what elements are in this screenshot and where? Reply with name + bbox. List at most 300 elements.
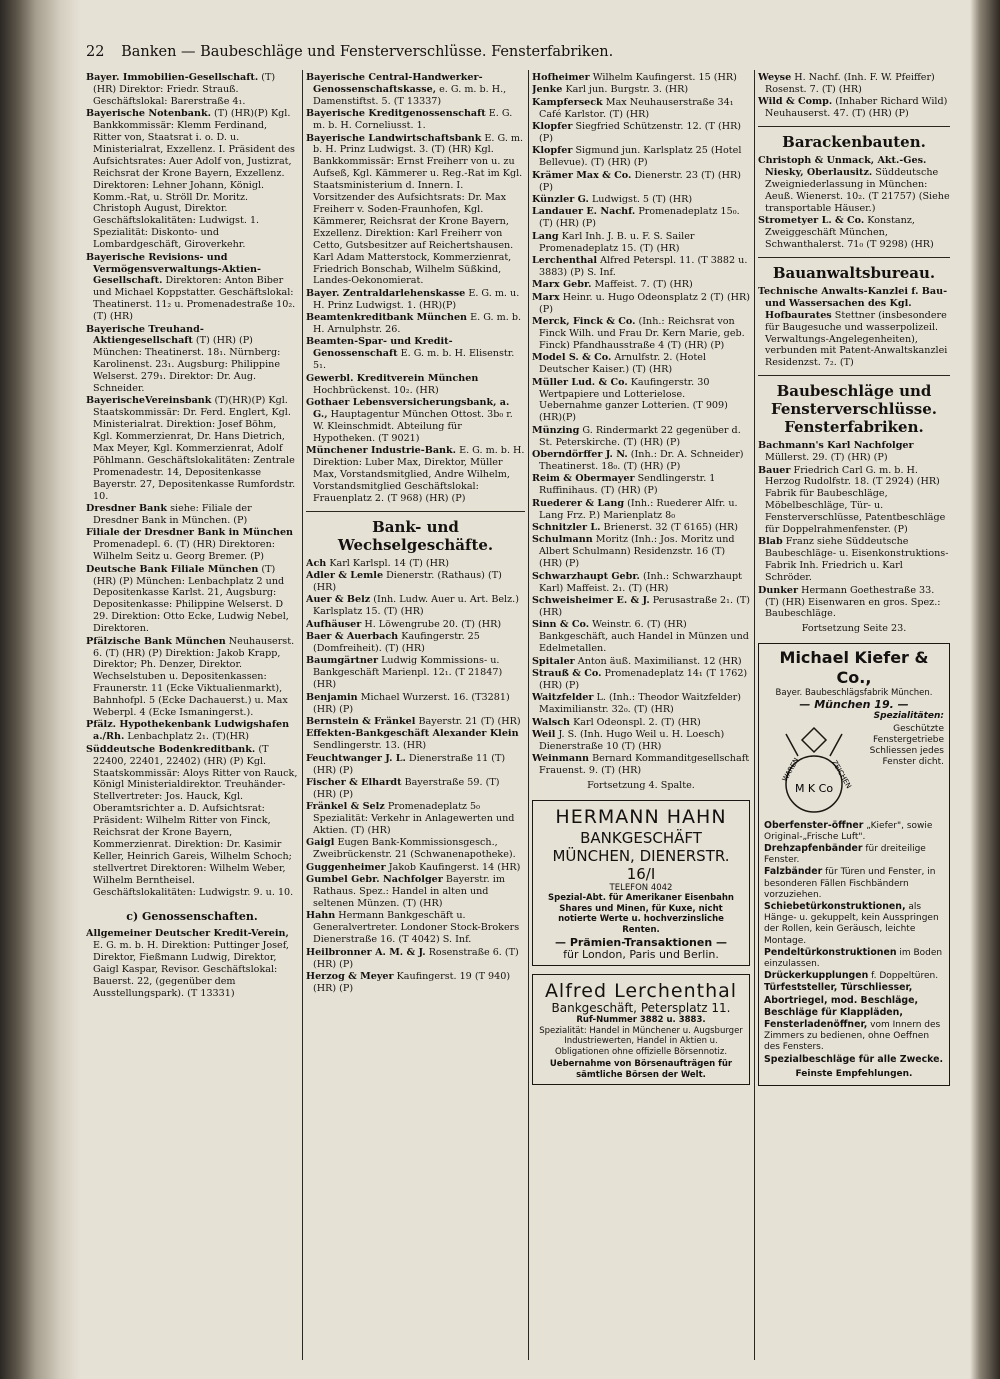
ad-item-text: als Hänge- u. gekuppelt, kein Ausspringen der Rollen, kein Geräusch, leichte Montage. [764, 902, 939, 946]
ad-lerchenthal-name: Alfred Lerchenthal [544, 980, 738, 1003]
entry-details: H. Nachf. (Inh. F. W. Pfeiffer) Rosenst. 7. (T) (HR) [765, 72, 935, 95]
directory-entry [306, 108, 525, 132]
directory-entry [532, 619, 750, 655]
entry-name: Bayerische Kreditgenossenschaft [306, 108, 486, 120]
directory-entry [532, 753, 750, 777]
entry-details: Heinr. u. Hugo Odeonsplatz 2 (T) (HR) (P) [539, 291, 750, 315]
directory-entry [532, 729, 750, 753]
entry-name: Strauß & Co. [532, 667, 602, 679]
entry-name: Fischer & Elhardt [306, 776, 402, 788]
section-heading: Bauanwaltsbureau. [772, 263, 936, 282]
ad-hahn-name: HERMANN HAHN [555, 805, 727, 828]
ad-alfred-lerchenthal [532, 974, 750, 1085]
entry-name: Ruederer & Lang [532, 497, 625, 509]
entry-name: Schulmann [532, 534, 593, 546]
entry-details: E. G. m. b. H. Corneliusst. 1. [313, 108, 513, 132]
column-4 [758, 72, 950, 1372]
entry-name: Waitzfelder [532, 692, 594, 704]
ad-lerchenthal-sub: Bankgeschäft, Petersplatz 11. [551, 1001, 731, 1016]
entry-details: Sendlingerstr. 1 Ruffinihaus. (T) (HR) (P) [539, 473, 716, 497]
directory-entry [758, 465, 950, 536]
entry-name: Allgemeiner Deutscher Kredit-Verein, [86, 928, 289, 940]
entry-name: Klopfer [532, 121, 573, 133]
directory-entry [532, 72, 750, 84]
entry-name: Reim & Obermayer [532, 473, 635, 485]
entry-name: Auer & Belz [306, 594, 371, 606]
entry-details: siehe: Filiale der Dresdner Bank in München. (P) [93, 503, 252, 527]
entry-name: Schnitzler L. [532, 522, 601, 534]
page-edge [970, 0, 1000, 1379]
entry-details: Max Neuhauserstraße 34₁ Café Karlstor. (T) (HR) [539, 96, 734, 120]
entry-name: Bachmann's Karl Nachfolger [758, 440, 914, 452]
directory-entry [86, 324, 298, 395]
directory-entry [758, 585, 950, 621]
entry-details: Kaufingerstr. 25 (Domfreiheit). (T) (HR) [313, 631, 480, 654]
entry-details: Eugen Bank-Kommissionsgesch., Zweibrückenstr. 21 (Schwanenapotheke). [313, 837, 516, 861]
ad-item [764, 820, 944, 843]
entry-name: Bayerische Central-Handwerker-Genossenschaftskasse, [306, 72, 483, 95]
ad-hahn-phone: TELEFON 4042 [609, 882, 673, 893]
entry-name: Bayer. Zentraldarlehenskasse [306, 287, 466, 299]
entry-details: Direktoren: Anton Biber und Michael Koppstatter. Geschäftslokal: Theatinerst. 11₂ u. Promenadestraße 10₂. (T) (HR) [93, 275, 296, 323]
entry-name: Aufhäuser [306, 618, 362, 630]
directory-entry [86, 719, 298, 743]
directory-entry [532, 97, 750, 121]
entry-name: Adler & Lemle [306, 570, 384, 582]
entry-details: Perusastraße 2₁. (T) (HR) [539, 594, 750, 618]
entry-name: Weil [532, 728, 556, 740]
entry-details: Süddeutsche Zweigniederlassung in München: Aeuß. Wienerst. 10₂. (T 21757) (Siehe transportable Häuser.) [765, 167, 950, 214]
ad-item-title: Türfeststeller, Türschliesser, Abortriegel, mod. Beschläge, Beschläge für Klappläden, Fensterladenöffner, [764, 982, 919, 1031]
ad-item [764, 1054, 944, 1066]
entry-name: Jenke [532, 84, 563, 96]
directory-entry [306, 777, 525, 801]
entry-details: Bernard Kommanditgesellschaft Frauenst. 9. (T) (HR) [539, 753, 750, 777]
column-3-entries [532, 72, 750, 792]
directory-entry [532, 571, 750, 595]
ad-kiefer-name: Michael Kiefer & Co., [779, 648, 929, 688]
column-4-entries [758, 72, 950, 635]
entry-name: Weinmann [532, 753, 590, 765]
directory-entry [758, 215, 950, 251]
entry-details: Jakob Kaufingerst. 14 (HR) [388, 861, 521, 873]
ad-kiefer-spec-title: Spezialitäten: [873, 710, 944, 721]
entry-name: Gaigl [306, 837, 335, 849]
directory-entry [532, 473, 750, 497]
section-heading: Bank- und Wechselgeschäfte. [337, 517, 494, 554]
entry-details: Hermann Goethestraße 33. (T) (HR) Eisenwaren en gros. Spez.: Baubeschläge. [765, 584, 941, 620]
entry-name: Merck, Finck & Co. [532, 316, 636, 328]
entry-details: Karl Inh. J. B. u. F. S. Sailer Promenadeplatz 15. (T) (HR) [539, 230, 695, 254]
entry-details: Stettner (insbesondere für Baugesuche und wasserpolizeil. Verwaltungs-Angelegenheiten), verbunden mit Patent-Anwaltskanzlei Residenzst. 7₂. (T) [765, 309, 948, 369]
column-rule [754, 70, 755, 1360]
directory-entry [532, 255, 750, 279]
entry-details: Kaufingerst. 19 (T 940) (HR) (P) [313, 970, 511, 994]
entry-details: Michael Wurzerst. 16. (T3281) (HR) (P) [313, 691, 510, 715]
entry-name: Guggenheimer [306, 861, 386, 873]
directory-entry [758, 96, 950, 120]
directory-entry [532, 595, 750, 619]
entry-name: BayerischeVereinsbank [86, 395, 212, 407]
directory-entry [532, 717, 750, 729]
entry-details: Müllerst. 29. (T) (HR) (P) [765, 452, 888, 464]
entry-details: Bayerstr. im Rathaus. Spez.: Handel in alten und seltenen Münzen. (T) (HR) [313, 874, 505, 909]
entry-details: Alfred Peterspl. 11. (T 3882 u. 3883) (P) S. Inf. [539, 255, 748, 278]
ad-kiefer-city: — München 19. — [799, 697, 909, 711]
entry-name: Dresdner Bank [86, 503, 168, 515]
entry-details: Moritz (Inh.: Jos. Moritz und Albert Schulmann) Residenzstr. 16 (T) (HR) (P) [539, 534, 735, 570]
logo-text-waren: WAREN [780, 756, 801, 783]
entry-name: Klopfer [532, 145, 573, 157]
directory-entry [306, 947, 525, 971]
directory-entry [758, 286, 950, 369]
entry-details: Dienerstr. (Rathaus) (T) (HR) [313, 570, 502, 593]
ad-item [764, 982, 944, 1053]
ad-hahn-cities: für London, Paris und Berlin. [563, 948, 719, 962]
entry-details: Friedrich Carl G. m. b. H. Herzog Rudolfstr. 18. (T 2924) (HR) Fabrik für Baubeschläge, Möbelbeschläge, Tür- u. Fensterverschlüsse, Patentbeschläge für Doppelrahmenfenster. (P) [765, 464, 946, 536]
ad-michael-kiefer [758, 643, 950, 1086]
ad-lerchenthal-spec: Spezialität: Handel in Münchener u. Augsburger Industriewerten, Handel in Aktien u. Obligationen ohne offizielle Börsennotiz. [539, 1025, 743, 1057]
entry-name: Weyse [758, 72, 792, 83]
entry-details: J. S. (Inh. Hugo Weil u. H. Loesch) Dienerstraße 10 (T) (HR) [539, 728, 725, 752]
directory-entry [306, 910, 525, 946]
entry-name: Lerchenthal [532, 255, 598, 267]
directory-entry [532, 316, 750, 352]
entry-details: Neuhauserst. 6. (T) (HR) (P) Direktion: Jakob Krapp, Direktor; Ph. Denzer, Direktor. Wechselstuben u. Depositenkassen: Fraunerstr. 11 (Ecke Viktualienmarkt), Bahnhofpl. 5 (Ecke Dachauerst.) u. Max Weberpl. 4 (Ecke Ismaningerst.). [93, 635, 295, 719]
ad-item [764, 947, 944, 970]
entry-details: E. G. m. b. H. Arnulphstr. 26. [313, 312, 522, 336]
entry-name: Bayerische Notenbank. [86, 108, 211, 120]
section-rule [306, 511, 525, 512]
section-heading: Barackenbauten. [782, 133, 926, 152]
page-number: 22 [86, 44, 105, 60]
entry-details: E. G. m. b. H. Direktion: Puttinger Josef, Direktor, Fießmann Ludwig, Direktor, Gaigl Kaspar, Revisor. Geschäftslokal: Bauerst. 22, (gegenüber dem Ausstellungspark). (T 13331) [93, 940, 289, 999]
directory-entry [758, 440, 950, 464]
directory-entry [306, 801, 525, 837]
entry-name: Fränkel & Selz [306, 801, 385, 813]
entry-details: Brienerst. 32 (T 6165) (HR) [603, 522, 738, 534]
directory-entry [306, 594, 525, 618]
entry-name: Gothaer Lebensversicherungsbank, a. G., [306, 396, 510, 420]
ad-item-title: Oberfenster-öffner [764, 819, 864, 831]
logo-monogram: M K Co [794, 781, 834, 795]
ad-item-text: im Boden einzulassen. [764, 947, 943, 970]
entry-name: Model S. & Co. [532, 352, 612, 364]
subsection-heading: c) Genossenschaften. [126, 909, 258, 923]
entry-name: Effekten-Bankgeschäft Alexander Klein [306, 728, 519, 740]
entry-details: Dienerstr. 23 (T) (HR) (P) [539, 169, 741, 193]
directory-entry [532, 534, 750, 570]
directory-entry [306, 862, 525, 874]
column-1 [86, 72, 298, 1372]
section-rule [758, 257, 950, 258]
entry-name: Münzing [532, 424, 580, 436]
directory-entry [306, 837, 525, 861]
entry-details: e. G. m. b. H., Damenstiftst. 5. (T 13337) [313, 83, 507, 107]
entry-details: Rosenstraße 6. (T) (HR) (P) [313, 946, 519, 970]
column-2 [306, 72, 525, 1372]
entry-name: Süddeutsche Bodenkreditbank. [86, 743, 256, 755]
directory-entry [532, 206, 750, 230]
directory-entry [532, 194, 750, 206]
entry-name: Baumgärtner [306, 655, 378, 667]
directory-entry [86, 744, 298, 899]
entry-details: Sendlingerstr. 13. (HR) [313, 740, 427, 752]
entry-name: Bernstein & Fränkel [306, 715, 416, 727]
entry-name: Oberndörffer J. N. [532, 449, 628, 461]
entry-name: Beamtenkreditbank München [306, 312, 468, 324]
entry-details: Kaufingerstr. 30 Wertpapiere und Lotterielose. Uebernahme ganzer Lotterien. (T 909)(HR)(P) [539, 376, 728, 424]
directory-entry [86, 395, 298, 502]
entry-name: Heilbronner A. M. & J. [306, 946, 426, 958]
ad-item-title: Pendeltürkonstruktionen [764, 946, 897, 958]
section-heading: Baubeschläge und Fensterverschlüsse. Fensterfabriken. [770, 382, 937, 437]
ad-kiefer-sub: Bayer. Baubeschlägsfabrik München. [775, 688, 933, 699]
directory-entry [86, 527, 298, 563]
entry-name: Filiale der Dresdner Bank in München [86, 527, 294, 539]
entry-name: Bayer. Immobilien-Gesellschaft. [86, 72, 259, 83]
entry-name: Christoph & Unmack, Akt.-Ges. Niesky, Oberlausitz. [758, 155, 927, 179]
directory-entry [532, 84, 750, 96]
entry-details: Hauptagentur München Ottost. 3b₀ r. W. Kleinschmidt. Abteilung für Hypotheken. (T 9021) [313, 408, 513, 444]
directory-entry [86, 564, 298, 635]
directory-entry [532, 352, 750, 376]
ad-item-title: Schiebetürkonstruktionen, [764, 901, 906, 913]
entry-name: Beamten-Spar- und Kredit-Genossenschaft [306, 336, 453, 360]
directory-entry [306, 288, 525, 312]
ad-item-text: f. Doppeltüren. [871, 971, 939, 982]
ad-kiefer-foot: Feinste Empfehlungen. [795, 1068, 913, 1079]
entry-name: Münchener Industrie-Bank. [306, 445, 457, 457]
entry-details: Karl jun. Burgstr. 3. (HR) [565, 84, 689, 96]
entry-details: (Inh. Ludw. Auer u. Art. Belz.) Karlsplatz 15. (T) (HR) [313, 594, 519, 618]
directory-entry [532, 498, 750, 522]
entry-details: (T) (HR) (P) München: Lenbachplatz 2 und Depositenkasse Karlst. 21, Augsburg: Depositenkasse: Philippine Welserst. D 29. Direktion: Otto Ecke, Ludwig Nebel, Direktoren. [93, 563, 289, 635]
entry-details: Promenadeplatz 15₀. (T) (HR) (P) [539, 206, 740, 230]
directory-entry [306, 619, 525, 631]
directory-entry [532, 231, 750, 255]
entry-name: Bayerische Treuhand-Aktiengesellschaft [86, 323, 204, 347]
book-spine [0, 0, 80, 1379]
entry-name: Müller Lud. & Co. [532, 376, 628, 388]
directory-entry [306, 692, 525, 716]
directory-entry [306, 753, 525, 777]
entry-name: Krämer Max & Co. [532, 169, 632, 181]
continuation-note: Fortsetzung 4. Spalte. [587, 780, 695, 792]
entry-name: Benjamin [306, 691, 358, 703]
column-rule [528, 70, 529, 1360]
entry-details: H. Löwengrube 20. (T) (HR) [364, 618, 502, 630]
entry-details: Promenadeplatz 5₀ Spezialität: Verkehr in Anlagewerten und Aktien. (T) (HR) [313, 801, 515, 837]
entry-details: L. (Inh.: Theodor Waitzfelder) Maximilianstr. 32₀. (T) (HR) [539, 692, 741, 716]
directory-entry [532, 279, 750, 291]
entry-name: Künzler G. [532, 194, 589, 206]
directory-entry [532, 121, 750, 145]
directory-entry [306, 558, 525, 570]
directory-entry [532, 668, 750, 692]
entry-details: (Inh.: Ruederer Alfr. u. Lang Frz. P.) Marienplatz 8₀ [539, 497, 738, 521]
entry-name: Sinn & Co. [532, 619, 590, 631]
directory-entry [532, 522, 750, 534]
ad-kiefer-intro: Geschützte Fenstergetriebe Schliessen jedes Fenster dicht. [869, 723, 944, 767]
ad-hahn-praemien: — Prämien-Transaktionen — [554, 936, 727, 950]
entry-details: Anton äuß. Maximilianst. 12 (HR) [577, 655, 742, 667]
directory-entry [532, 656, 750, 668]
directory-entry [306, 312, 525, 336]
ad-item [764, 866, 944, 901]
entry-details: E. G. m. b. H. Prinz Ludwigst. 3. (T) (HR) Kgl. Bankkommissär: Ernst Freiherr von u. zu Aufseß, Kgl. Kämmerer u. Reg.-Rat im Kgl. Staatsministerium d. Innern. I. Vorsitzender des Aufsichtsrats: Dr. Max Freiherr v. Soden-Fraunhofen, Kgl. Kämmerer, Reichsrat der Krone Bayern, Exzellenz. Direktion: Karl Freiherr von Cetto, Gutsbesitzer auf Reichertshausen. Karl Adam Matterstock, Kommerzienrat, Friedrich Bonschab, Wilhelm Süßkind, Landes-Oekonomierat. [313, 132, 524, 287]
entry-details: Promenadeplatz 14₁ (T 1762) (HR) (P) [539, 667, 748, 691]
directory-entry [306, 971, 525, 995]
entry-details: (Inh.: Schwarzhaupt Karl) Maffeist. 2₁. (T) (HR) [539, 570, 742, 594]
entry-details: Dienerstraße 11 (T) (HR) (P) [313, 752, 506, 776]
entry-details: E. G. m. b. H. Elisenstr. 5₁. [313, 348, 515, 372]
entry-details: Ludwig Kommissions- u. Bankgeschäft Marienpl. 12₁. (T 21847) (HR) [313, 655, 503, 691]
directory-entry [306, 397, 525, 445]
entry-name: Dunker [758, 584, 799, 596]
directory-entry [306, 874, 525, 910]
entry-name: Marx [532, 291, 560, 303]
ad-item-text: für Türen und Fenster, in besonderen Fällen Fischbändern vorzuziehen. [764, 867, 936, 900]
entry-details: Bayerstraße 59. (T) (HR) (P) [313, 776, 500, 800]
entry-details: Konstanz, Zweiggeschäft München, Schwanthalerst. 71₀ (T 9298) (HR) [765, 215, 934, 250]
ad-item-title: Drückerkupplungen [764, 970, 869, 982]
entry-name: Gumbel Gebr. Nachfolger [306, 874, 443, 886]
directory-entry [532, 145, 750, 169]
entry-name: Hahn [306, 910, 336, 922]
entry-details: (Inhaber Richard Wild) Neuhauserst. 47. (T) (HR) (P) [765, 96, 948, 120]
ad-item-title: Drehzapfenbänder [764, 843, 863, 855]
section-rule [758, 126, 950, 127]
entry-details: E. G. m. u. H. Prinz Ludwigst. 1. (HR)(P) [313, 287, 520, 311]
entry-name: Pfälz. Hypothekenbank Ludwigshafen a./Rh. [86, 719, 290, 743]
directory-entry [306, 445, 525, 505]
entry-details: G. Rindermarkt 22 gegenüber d. St. Peterskirche. (T) (HR) (P) [539, 424, 741, 448]
entry-details: Karl Odeonspl. 2. (T) (HR) [573, 716, 701, 728]
entry-name: Feuchtwanger J. L. [306, 752, 406, 764]
entry-details: (T 22400, 22401, 22402) (HR) (P) Kgl. Staatskommissär: Aloys Ritter von Rauck, Königl Ministerialdirektor. Treuhänder-Stellvertreter: Jos. Hauck, Kgl. Oberamtsrichter a. D. Aufsichtsrat: Präsident: Wilhelm Ritter von Finck, Reichsrat der Krone Bayern, Kommerzienrat. Direktion: Dr. Kasimir Keller, Heinrich Gareis, Wilhelm Schoch; stellvertret Direktoren: Wilhelm Weber, Wilhelm Berntheisel. Geschäftslokalitäten: Ludwigstr. 9. u. 10. [93, 743, 298, 898]
entry-name: Kampferseck [532, 96, 603, 108]
directory-entry [532, 170, 750, 194]
ad-item-title: Falzbänder [764, 866, 823, 878]
entry-details: Hochbrückenst. 10₂. (HR) [313, 384, 439, 396]
ad-item [764, 970, 944, 982]
entry-details: (T) (HR)(P) Kgl. Bankkommissär: Klemm Ferdinand, Ritter von, Staatsrat i. o. D. u. Ministerialrat, Exzellenz. I. Präsident des Aufsichtsrates: Auer Adolf von, Justizrat, Reichsrat der Krone Bayern, Exzellenz. Direktoren: Lehner Johann, Königl. Komm.-Rat, u. Ströll Dr. Moritz. Christoph August, Direktor. Geschäftslokalitäten: Ludwigst. 1. Spezialität: Diskonto- und Lombardgeschäft, Giroverkehr. [93, 108, 295, 251]
directory-entry [758, 536, 950, 584]
entry-name: Walsch [532, 716, 571, 728]
entry-name: Herzog & Meyer [306, 970, 394, 982]
entry-name: Bayerische Landwirtschaftsbank [306, 132, 482, 144]
entry-details: Bayerstr. 21 (T) (HR) [418, 715, 521, 727]
directory-entry [532, 692, 750, 716]
directory-entry [306, 72, 525, 108]
trademark-logo [764, 726, 864, 816]
ad-item-text: „Kiefer", sowie Original-„Frische Luft". [764, 820, 933, 842]
entry-details: Hermann Bankgeschäft u. Generalvertreter. Londoner Stock-Brokers Dienerstraße 16. (T 4042) S. Inf. [313, 910, 520, 946]
directory-entry [86, 928, 298, 999]
entry-name: Strometyer L. & Co. [758, 215, 865, 227]
directory-entry [86, 252, 298, 323]
ad-item-text: für dreiteilige Fenster. [764, 844, 926, 866]
entry-name: Gewerbl. Kreditverein München [306, 372, 479, 384]
entry-name: Spitaler [532, 655, 575, 667]
ad-hahn-city: MÜNCHEN, DIENERSTR. 16/I [552, 846, 730, 883]
entry-name: Bauer [758, 464, 791, 476]
entry-details: Promenadepl. 6. (T) (HR) Direktoren: Wilhelm Seitz u. Georg Bremer. (P) [93, 539, 276, 563]
ad-item [764, 901, 944, 947]
ad-hermann-hahn [532, 800, 750, 966]
ad-lerchenthal-order: Uebernahme von Börsenaufträgen für sämtliche Börsen der Welt. [549, 1059, 733, 1080]
entry-details: (T) (HR) Direktor: Friedr. Strauß. Geschäftslokal: Barerstraße 4₁. [93, 72, 276, 107]
entry-details: Arnulfstr. 2. (Hotel Deutscher Kaiser.) (T) (HR) [539, 352, 706, 376]
logo-text-zeichen: ZEICHEN [830, 758, 853, 790]
entry-details: Karl Karlspl. 14 (T) (HR) [329, 557, 449, 569]
ad-item-title: Spezialbeschläge für alle Zwecke. [764, 1053, 944, 1065]
directory-entry [86, 636, 298, 719]
entry-details: Ludwigst. 5 (T) (HR) [591, 194, 693, 206]
entry-name: Hofheimer [532, 72, 590, 83]
directory-entry [758, 155, 950, 215]
ad-item [764, 843, 944, 866]
directory-entry [306, 373, 525, 397]
entry-details: (T)(HR)(P) Kgl. Staatskommissär: Dr. Ferd. Englert, Kgl. Ministerialrat. Direktion: Josef Böhm, Kgl. Kommerzienrat, Dr. Hans Dietrich, Max Meyer, Kgl. Kommerzienrat, Adolf Pöhlmann. Geschäftslokalitäten: Zentrale Promenadestr. 14, Depositenkasse Bayerstr. 27, Depositenkasse Rumfordstr. 10. [93, 395, 296, 502]
continuation-note: Fortsetzung Seite 23. [801, 623, 907, 635]
column-3 [532, 72, 750, 1372]
directory-entry [532, 292, 750, 316]
ad-hahn-spec: Spezial-Abt. für Amerikaner Eisenbahn Shares und Minen, für Kuxe, nicht notierte Werte u. hochverzinsliche Renten. [547, 893, 734, 935]
directory-entry [306, 631, 525, 655]
entry-name: Landauer E. Nachf. [532, 206, 636, 218]
entry-name: Schweisheimer E. & J. [532, 594, 650, 606]
directory-entry [306, 133, 525, 288]
directory-entry [306, 570, 525, 594]
directory-entry [86, 72, 298, 108]
entry-details: Weinstr. 6. (T) (HR) Bankgeschäft, auch Handel in Münzen und Edelmetallen. [539, 619, 749, 655]
entry-name: Marx Gebr. [532, 279, 592, 291]
directory-entry [86, 503, 298, 527]
entry-details: Franz siehe Süddeutsche Baubeschläge- u. Eisenkonstruktions-Fabrik Inh. Friedrich u. Karl Schröder. [765, 536, 949, 584]
column-rule [302, 70, 303, 1360]
entry-name: Lang [532, 230, 559, 242]
entry-name: Technische Anwalts-Kanzlei f. Bau- und Wassersachen des Kgl. Hofbaurates [758, 285, 948, 321]
entry-name: Blab [758, 536, 783, 548]
entry-details: (Inh.: Reichsrat von Finck Wilh. und Frau Dr. Kern Marie, geb. Finck) Pfandhausstraße 4 (T) (HR) (P) [539, 316, 745, 351]
entry-name: Deutsche Bank Filiale München [86, 563, 259, 575]
directory-entry [306, 716, 525, 728]
ad-item-text: vom Innern des Zimmers zu bedienen, ohne Oeffnen des Fensters. [764, 1020, 941, 1053]
entry-details: (Inh.: Dr. A. Schneider) Theatinerst. 18₀. (T) (HR) (P) [539, 449, 744, 472]
entry-details: Sigmund jun. Karlsplatz 25 (Hotel Bellevue). (T) (HR) (P) [539, 145, 742, 169]
entry-name: Pfälzische Bank München [86, 635, 226, 647]
ad-hahn-type: BANKGESCHÄFT [580, 828, 702, 847]
directory-entry [86, 108, 298, 251]
entry-name: Ach [306, 557, 327, 569]
entry-details: Siegfried Schützenstr. 12. (T (HR) (P) [539, 121, 742, 145]
entry-details: Wilhelm Kaufingerst. 15 (HR) [592, 72, 737, 83]
entry-details: E. G. m. b. H. Direktion: Luber Max, Direktor, Müller Max, Vorstandsmitglied, Andre Wilhelm, Vorstandsmitglied Geschäftslokal: Frauenplatz 2. (T 968) (HR) (P) [313, 445, 525, 504]
entry-name: Wild & Comp. [758, 96, 833, 108]
directory-entry [758, 72, 950, 96]
directory-entry [306, 336, 525, 372]
directory-entry [532, 425, 750, 449]
entry-details: Maffeist. 7. (T) (HR) [594, 279, 693, 291]
directory-entry [306, 655, 525, 691]
entry-details: Lenbachplatz 2₁. (T)(HR) [127, 731, 249, 743]
directory-entry [532, 449, 750, 473]
section-rule [758, 375, 950, 376]
ad-lerchenthal-phone: Ruf-Nummer 3882 u. 3883. [576, 1015, 706, 1026]
page-header [86, 44, 746, 66]
